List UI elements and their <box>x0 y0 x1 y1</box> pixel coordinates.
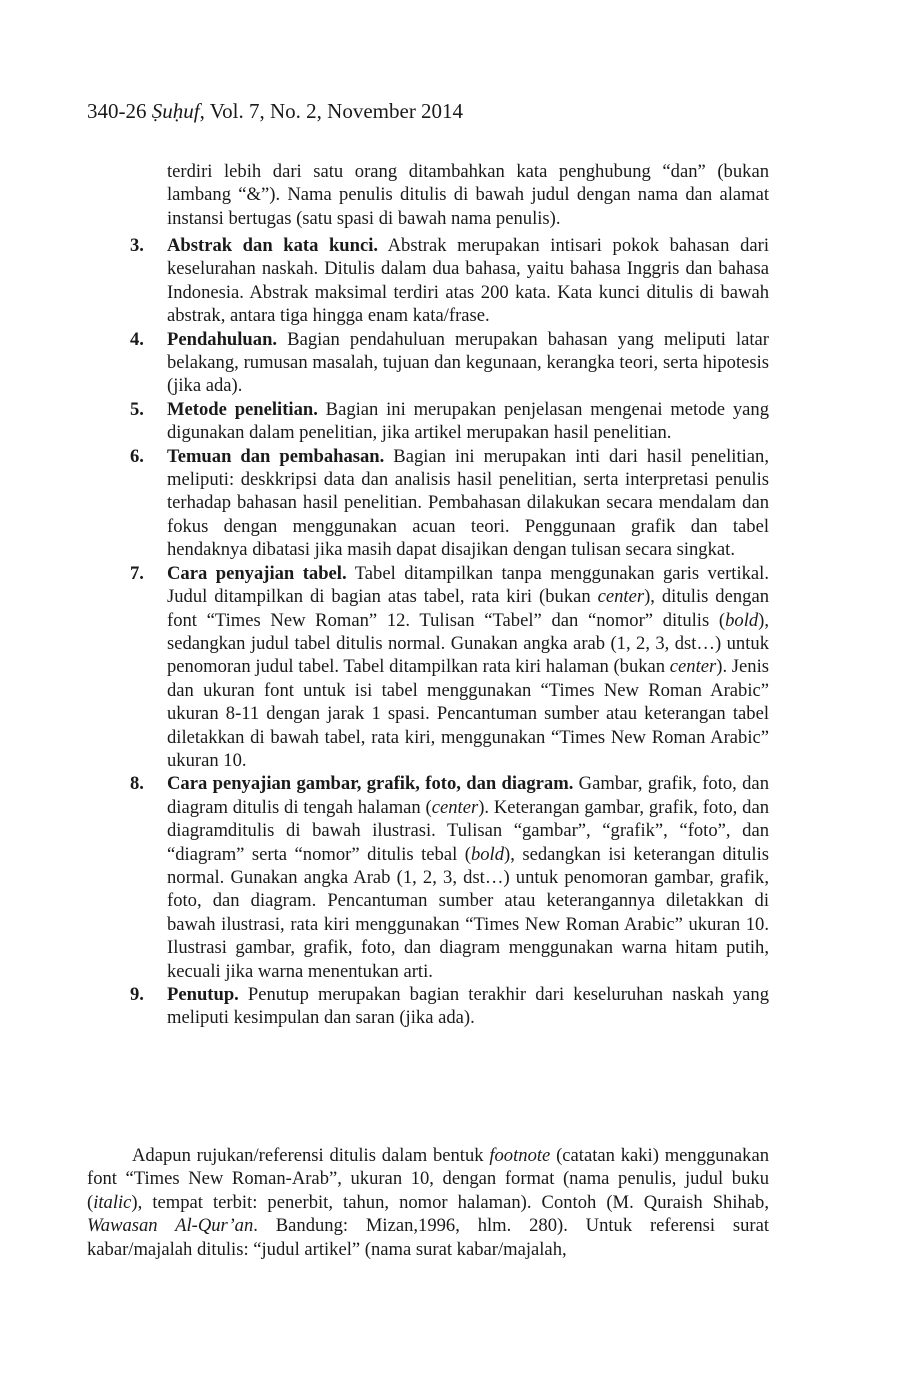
item-text: ). Jenis dan ukuran font untuk isi tabel menggunakan “Times New Roman Arabic” ukuran 8-11 dengan jarak 1 spasi. Pencantuman sumber atau keterangan tabel diletakkan di bawah tabel, rata kiri, menggunakan “Times New Roman Arabic” ukuran 10. <box>167 656 769 771</box>
list-item-4 <box>130 328 769 398</box>
paragraph-text: Adapun rujukan/referensi ditulis dalam bentuk <box>132 1145 490 1166</box>
list-item-8 <box>130 772 769 983</box>
journal-name: Ṣuḥuf <box>151 99 200 123</box>
item-heading: Pendahuluan. <box>167 328 278 350</box>
item-text: Bagian ini merupakan inti dari hasil penelitian, meliputi: deskkripsi data dan analisis hasil penelitian, serta interpretasi penulis terhadap bahasan hasil penelitian. Pembahasan dilakukan secara mendalam dan fokus dengan menggunakan acuan teori. Penggunaan grafik dan tabel hendaknya dibatasi jika masih dapat disajikan dengan tulisan secara singkat. <box>167 445 770 561</box>
italic-term: italic <box>93 1191 132 1213</box>
item-text: Gambar, grafik, foto, dan diagram ditulis di tengah halaman ( <box>167 773 769 818</box>
page-number: 340-26 <box>87 99 147 123</box>
paragraph-text: . Bandung: Mizan,1996, hlm. 280). Untuk referensi surat kabar/majalah ditulis: “judul artikel” (nama surat kabar/majalah, <box>87 1215 769 1260</box>
item-number: 5. <box>130 398 144 420</box>
item-heading: Temuan dan pembahasan. <box>167 445 385 467</box>
item-text: Bagian ini merupakan penjelasan mengenai metode yang digunakan dalam penelitian, jika artikel merupakan hasil penelitian. <box>167 398 769 444</box>
italic-term: bold <box>725 609 759 631</box>
list-item-7 <box>130 562 770 773</box>
item-heading: Metode penelitian. <box>167 398 318 420</box>
paragraph-text: (catatan kaki) menggunakan font “Times New Roman-Arab”, ukuran 10, dengan format (nama penulis, judul buku ( <box>87 1145 769 1213</box>
issue-info: , Vol. 7, No. 2, November 2014 <box>199 99 464 123</box>
item-text: Tabel ditampilkan tanpa menggunakan garis vertikal. Judul ditampilkan di bagian atas tabel, rata kiri (bukan <box>167 562 769 608</box>
italic-term: center <box>431 796 479 818</box>
italic-term: center <box>597 586 645 608</box>
italic-term: center <box>669 656 717 678</box>
item-text: Penutup merupakan bagian terakhir dari keseluruhan naskah yang meliputi kesimpulan dan saran (jika ada). <box>167 984 769 1029</box>
item-number: 9. <box>130 984 144 1005</box>
italic-term: footnote <box>489 1145 551 1166</box>
intro-paragraph: terdiri lebih dari satu orang ditambahkan kata penghubung “dan” (bukan lambang “&”). Nama penulis ditulis di bawah judul dengan nama dan alamat instansi bertugas (satu spasi di bawah nama penulis). <box>167 161 769 229</box>
item-number: 6. <box>130 445 144 467</box>
list-item-6 <box>130 445 770 562</box>
running-header <box>87 98 463 124</box>
item-number: 4. <box>130 328 144 350</box>
item-heading: Cara penyajian tabel. <box>167 562 347 584</box>
italic-term: bold <box>470 843 505 865</box>
item-text: Abstrak merupakan intisari pokok bahasan dari keselurahan naskah. Ditulis dalam dua bahasa, yaitu bahasa Inggris dan bahasa Indonesia. Abstrak maksimal terdiri atas 200 kata. Kata kunci ditulis di bawah abstrak, antara tiga hingga enam kata/frase. <box>167 235 769 327</box>
item-text: ), ditulis dengan font “Times New Roman” 12. Tulisan “Tabel” dan “nomor” ditulis ( <box>167 586 770 631</box>
closing-paragraph <box>87 1144 769 1261</box>
item-heading: Abstrak dan kata kunci. <box>167 235 379 256</box>
item-text: ), sedangkan isi keterangan ditulis normal. Gunakan angka Arab (1, 2, 3, dst…) untuk penomoran gambar, grafik, foto, dan diagram. Pencantuman sumber atau keterangannya diletakkan di bawah ilustrasi, rata kiri menggunakan “Times New Roman Arabic” ukuran 10. Ilustrasi gambar, grafik, foto, dan diagram menggunakan warna hitam putih, kecuali jika warna menentukan arti. <box>167 843 769 982</box>
item-number: 3. <box>130 235 144 256</box>
item-text: Bagian pendahuluan merupakan bahasan yang meliputi latar belakang, rumusan masalah, tujuan dan kegunaan, kerangka teori, serta hipotesis (jika ada). <box>167 328 769 397</box>
guideline-list <box>0 234 915 1030</box>
item-text: ). Keterangan gambar, grafik, foto, dan diagramditulis di bawah ilustrasi. Tulisan “gambar”, “grafik”, “foto”, dan “diagram” serta “nomor” ditulis tebal ( <box>167 796 769 865</box>
italic-term: Wawasan Al-Qur’an <box>87 1215 254 1237</box>
paragraph-text: ), tempat terbit: penerbit, tahun, nomor halaman). Contoh (M. Quraish Shihab, <box>131 1191 769 1213</box>
list-item-3 <box>130 234 769 328</box>
list-item-9 <box>130 983 769 1030</box>
item-number: 7. <box>130 562 144 584</box>
item-heading: Cara penyajian gambar, grafik, foto, dan diagram. <box>167 773 574 795</box>
item-text: ), sedangkan judul tabel ditulis normal. Gunakan angka arab (1, 2, 3, dst…) untuk penomoran judul tabel. Tabel ditampilkan rata kiri halaman (bukan <box>167 609 769 678</box>
item-heading: Penutup. <box>167 984 239 1005</box>
list-item-5 <box>130 398 769 445</box>
item-number: 8. <box>130 773 144 795</box>
